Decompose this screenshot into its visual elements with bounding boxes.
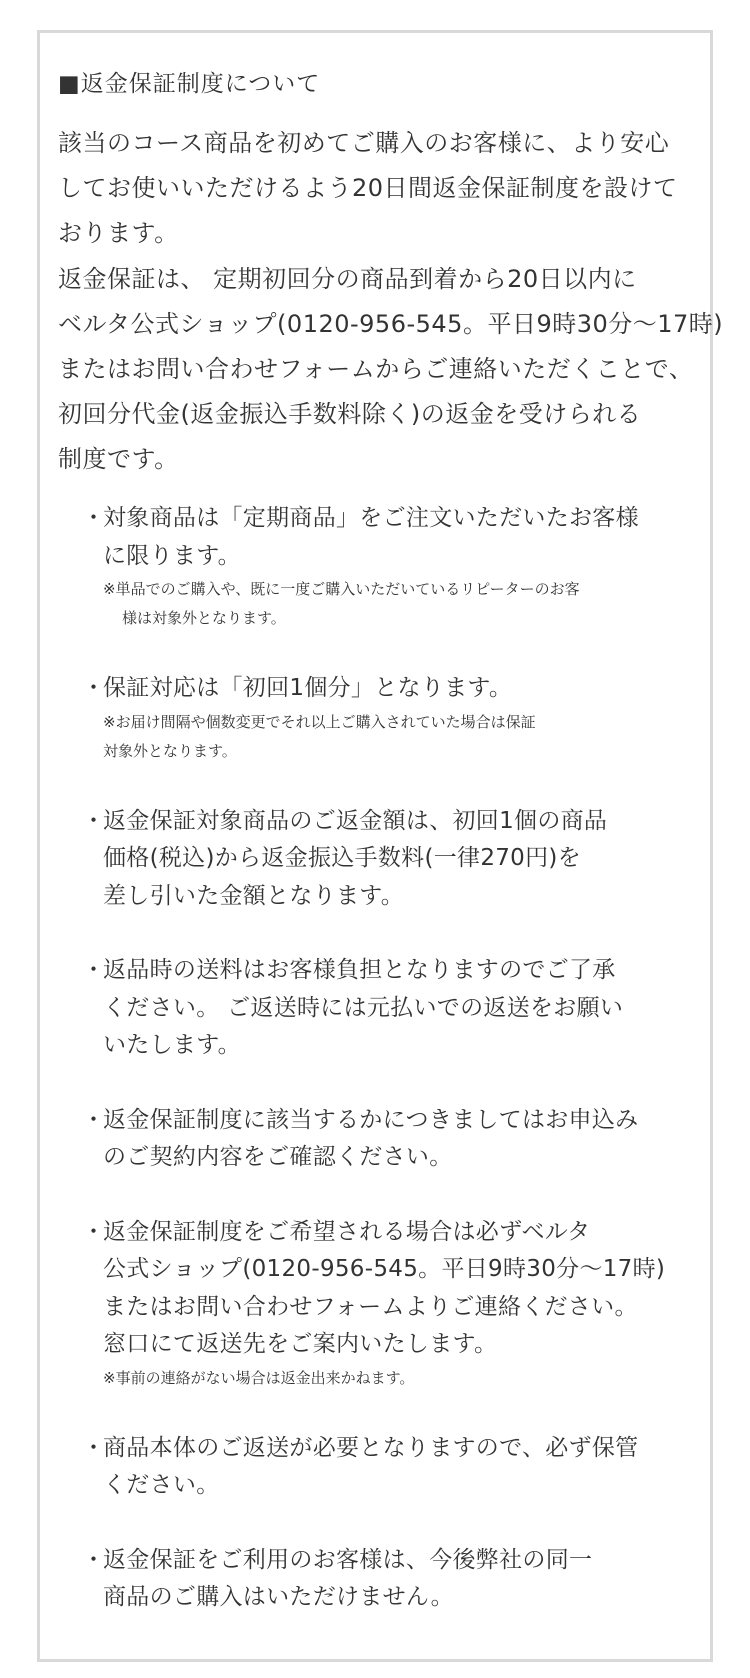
item-line: 公式ショップ(0120-956-545。平日9時30分〜17時) <box>103 1256 666 1282</box>
item-line: いたします。 <box>103 1032 241 1058</box>
item-line: 保証対応は「初回1個分」となります。 <box>103 675 513 701</box>
item-line: 差し引いた金額となります。 <box>103 882 405 909</box>
refund-guarantee-box <box>37 30 724 1662</box>
bullet-marker: ・ <box>82 957 105 983</box>
item-line: またはお問い合わせフォームよりご連絡ください。 <box>103 1293 638 1320</box>
item-line: に限ります。 <box>103 542 241 569</box>
item-line: 価格(税込)から返金振込手数料(一律270円)を <box>103 845 581 871</box>
list-item-body <box>103 803 702 916</box>
list-item <box>82 1430 702 1505</box>
intro-line: おります。 <box>58 219 179 248</box>
item-line: のご契約内容をご確認ください。 <box>103 1144 453 1170</box>
list-item <box>82 670 702 766</box>
item-note: 対象外となります。 <box>103 741 237 760</box>
intro-line: 返金保証は、 定期初回分の商品到着から20日以内に <box>58 264 637 293</box>
bullet-marker: ・ <box>82 1434 105 1461</box>
item-line: 対象商品は「定期商品」をご注文いただいたお客様 <box>103 505 639 531</box>
bullet-marker: ・ <box>82 505 105 531</box>
intro-line: またはお問い合わせフォームからご連絡いただくことで、 <box>58 355 694 384</box>
list-item-body <box>103 1430 702 1505</box>
bullet-marker: ・ <box>82 1218 105 1245</box>
intro-line: してお使いいただけるよう20日間返金保証制度を設けて <box>58 174 678 203</box>
list-item <box>82 1214 702 1393</box>
intro-line: 制度です。 <box>58 445 179 474</box>
list-item-body <box>103 1102 702 1177</box>
bullet-marker: ・ <box>82 1106 105 1133</box>
bullet-marker: ・ <box>82 1546 105 1573</box>
conditions-list <box>82 500 702 1654</box>
item-note: ※お届け間隔や個数変更でそれ以上ご購入されていた場合は保証 <box>103 712 536 731</box>
intro-line: 初回分代金(返金振込手数料除く)の返金を受けられる <box>58 400 642 429</box>
bullet-marker: ・ <box>82 675 105 701</box>
section-heading: ■返金保証制度について <box>58 71 321 97</box>
intro-line: 該当のコース商品を初めてご購入のお客様に、より安心 <box>58 129 670 157</box>
item-line: ください。 ご返送時には元払いでの返送をお願い <box>103 994 624 1021</box>
item-line: 商品本体のご返送が必要となりますので、必ず保管 <box>103 1434 639 1461</box>
intro-text <box>58 121 724 483</box>
item-line: 返品時の送料はお客様負担となりますのでご了承 <box>103 957 616 983</box>
item-note: ※事前の連絡がない場合は返金出来かねます。 <box>103 1368 415 1387</box>
list-item <box>82 803 702 916</box>
list-item-body <box>103 1542 702 1617</box>
list-item-body <box>103 1214 702 1393</box>
list-item-body <box>103 670 702 766</box>
item-note: 様は対象外となります。 <box>122 609 286 627</box>
list-item <box>82 1102 702 1177</box>
item-line: 返金保証制度に該当するかにつきましてはお申込み <box>103 1106 639 1133</box>
item-line: 窓口にて返送先をご案内いたします。 <box>103 1331 498 1357</box>
list-item <box>82 500 702 633</box>
intro-line: ベルタ公式ショップ(0120-956-545。平日9時30分〜17時) <box>58 309 724 338</box>
item-line: 返金保証をご利用のお客様は、今後弊社の同一 <box>103 1546 593 1573</box>
item-line: 商品のご購入はいただけません。 <box>103 1584 454 1610</box>
bullet-marker: ・ <box>82 807 105 834</box>
item-line: 返金保証制度をご希望される場合は必ずベルタ <box>103 1218 591 1245</box>
list-item <box>82 952 702 1065</box>
list-item-body <box>103 500 702 633</box>
item-line: 返金保証対象商品のご返金額は、初回1個の商品 <box>103 807 608 834</box>
list-item-body <box>103 952 702 1065</box>
item-line: ください。 <box>103 1472 220 1498</box>
list-item <box>82 1542 702 1617</box>
item-note: ※単品でのご購入や、既に一度ご購入いただいているリピーターのお客 <box>103 580 580 598</box>
